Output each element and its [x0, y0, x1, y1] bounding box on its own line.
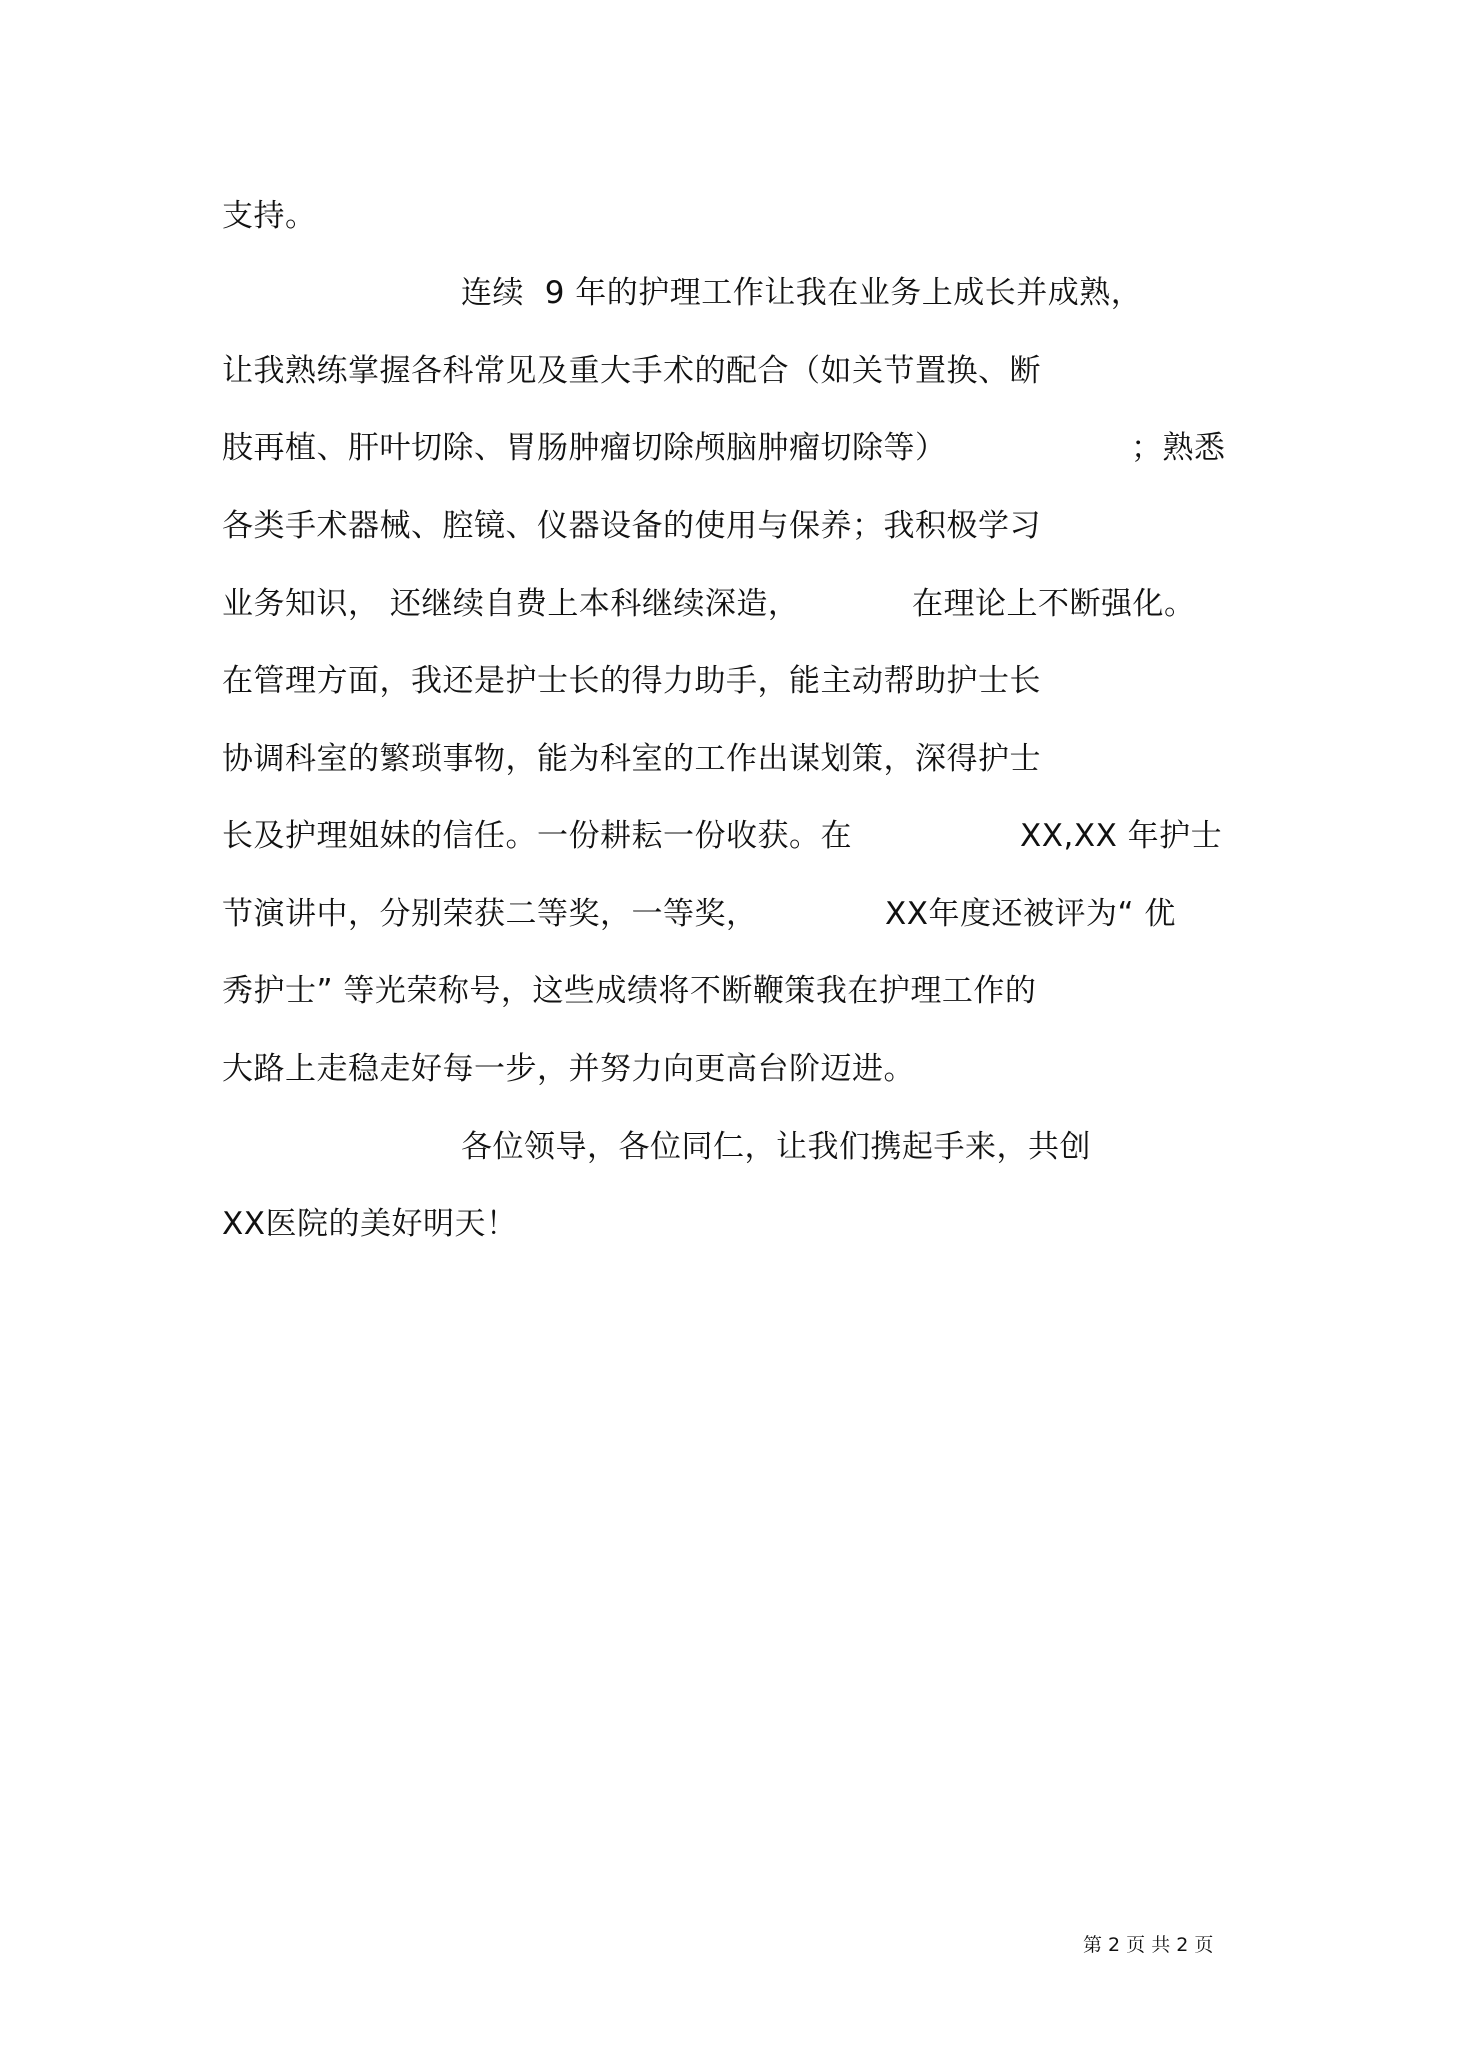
- paragraph-line: 秀护士” 等光荣称号，这些成绩将不断鞭策我在护理工作的: [222, 973, 1037, 1009]
- paragraph-line: XX,XX 年护士: [1020, 818, 1223, 854]
- paragraph-line: 肢再植、肝叶切除、胃肠肿瘤切除颅脑肿瘤切除等）: [222, 430, 947, 466]
- paragraph-line: 长及护理姐妹的信任。一份耕耘一份收获。在: [222, 818, 852, 854]
- paragraph-line: 在管理方面，我还是护士长的得力助手，能主动帮助护士长: [222, 663, 1041, 699]
- paragraph-line: 节演讲中，分别荣获二等奖，一等奖，: [222, 896, 758, 932]
- paragraph-line: 协调科室的繁琐事物，能为科室的工作出谋划策，深得护士: [222, 741, 1041, 777]
- paragraph-line: 支持。: [222, 198, 317, 234]
- paragraph-line: XX年度还被评为“ 优: [885, 896, 1176, 932]
- paragraph-line: 大路上走稳走好每一步，并努力向更高台阶迈进。: [222, 1051, 915, 1087]
- paragraph-line: XX医院的美好明天！: [222, 1206, 518, 1242]
- paragraph-line: 各位领导，各位同仁，让我们携起手来，共创: [461, 1129, 1091, 1165]
- paragraph-line: 连续 9 年的护理工作让我在业务上成长并成熟，: [461, 275, 1143, 311]
- paragraph-line: 让我熟练掌握各科常见及重大手术的配合（如关节置换、断: [222, 353, 1041, 389]
- paragraph-line: 各类手术器械、腔镜、仪器设备的使用与保养；我积极学习: [222, 508, 1041, 544]
- paragraph-line: 在理论上不断强化。: [912, 586, 1196, 622]
- paragraph-line: 业务知识， 还继续自费上本科继续深造，: [222, 586, 800, 622]
- paragraph-line: ；熟悉: [1131, 430, 1226, 466]
- page-footer: 第 2 页 共 2 页: [1083, 1934, 1214, 1956]
